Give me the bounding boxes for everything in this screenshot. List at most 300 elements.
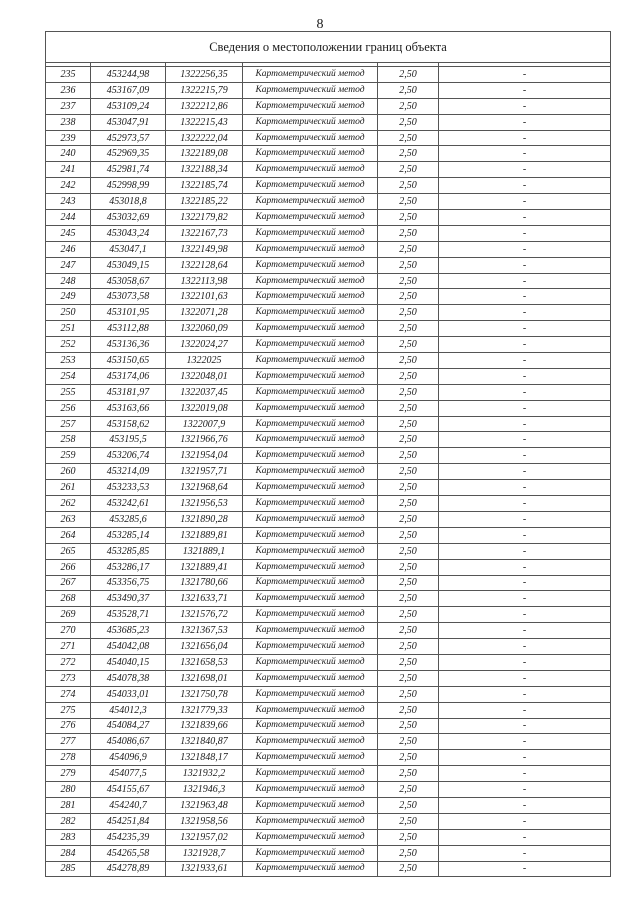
method-cell: Картометрический метод <box>243 67 378 83</box>
description-cell: - <box>439 464 611 480</box>
precision-cell: 2,50 <box>378 782 439 798</box>
precision-cell: 2,50 <box>378 575 439 591</box>
table-row <box>46 305 611 321</box>
point-number-cell: 268 <box>46 591 91 607</box>
point-number-cell: 240 <box>46 146 91 162</box>
precision-cell: 2,50 <box>378 559 439 575</box>
y-coordinate-cell: 1321928,7 <box>166 845 243 861</box>
point-number-cell: 254 <box>46 368 91 384</box>
method-cell: Картометрический метод <box>243 130 378 146</box>
description-cell: - <box>439 162 611 178</box>
precision-cell: 2,50 <box>378 734 439 750</box>
x-coordinate-cell: 454235,39 <box>91 829 166 845</box>
point-number-cell: 250 <box>46 305 91 321</box>
description-cell: - <box>439 511 611 527</box>
description-cell: - <box>439 67 611 83</box>
point-number-cell: 266 <box>46 559 91 575</box>
x-coordinate-cell: 453195,5 <box>91 432 166 448</box>
precision-cell: 2,50 <box>378 130 439 146</box>
table-row <box>46 337 611 353</box>
method-cell: Картометрический метод <box>243 162 378 178</box>
point-number-cell: 242 <box>46 178 91 194</box>
y-coordinate-cell: 1322212,86 <box>166 98 243 114</box>
description-cell: - <box>439 98 611 114</box>
method-cell: Картометрический метод <box>243 432 378 448</box>
description-cell: - <box>439 225 611 241</box>
y-coordinate-cell: 1322025 <box>166 353 243 369</box>
y-coordinate-cell: 1321933,61 <box>166 861 243 877</box>
precision-cell: 2,50 <box>378 289 439 305</box>
precision-cell: 2,50 <box>378 210 439 226</box>
method-cell: Картометрический метод <box>243 337 378 353</box>
x-coordinate-cell: 454012,3 <box>91 702 166 718</box>
precision-cell: 2,50 <box>378 464 439 480</box>
description-cell: - <box>439 448 611 464</box>
description-cell: - <box>439 337 611 353</box>
x-coordinate-cell: 453286,17 <box>91 559 166 575</box>
point-number-cell: 267 <box>46 575 91 591</box>
x-coordinate-cell: 453528,71 <box>91 607 166 623</box>
method-cell: Картометрический метод <box>243 686 378 702</box>
y-coordinate-cell: 1321840,87 <box>166 734 243 750</box>
point-number-cell: 261 <box>46 480 91 496</box>
point-number-cell: 285 <box>46 861 91 877</box>
y-coordinate-cell: 1321656,04 <box>166 639 243 655</box>
method-cell: Картометрический метод <box>243 98 378 114</box>
description-cell: - <box>439 718 611 734</box>
point-number-cell: 282 <box>46 813 91 829</box>
method-cell: Картометрический метод <box>243 400 378 416</box>
x-coordinate-cell: 453136,36 <box>91 337 166 353</box>
method-cell: Картометрический метод <box>243 670 378 686</box>
point-number-cell: 262 <box>46 496 91 512</box>
description-cell: - <box>439 829 611 845</box>
x-coordinate-cell: 454084,27 <box>91 718 166 734</box>
method-cell: Картометрический метод <box>243 194 378 210</box>
x-coordinate-cell: 453285,6 <box>91 511 166 527</box>
y-coordinate-cell: 1321954,04 <box>166 448 243 464</box>
table-row <box>46 480 611 496</box>
x-coordinate-cell: 453047,1 <box>91 241 166 257</box>
table-row <box>46 289 611 305</box>
point-number-cell: 246 <box>46 241 91 257</box>
x-coordinate-cell: 453206,74 <box>91 448 166 464</box>
precision-cell: 2,50 <box>378 496 439 512</box>
y-coordinate-cell: 1321890,28 <box>166 511 243 527</box>
method-cell: Картометрический метод <box>243 305 378 321</box>
precision-cell: 2,50 <box>378 194 439 210</box>
y-coordinate-cell: 1322007,9 <box>166 416 243 432</box>
point-number-cell: 251 <box>46 321 91 337</box>
method-cell: Картометрический метод <box>243 543 378 559</box>
table-row <box>46 257 611 273</box>
y-coordinate-cell: 1322128,64 <box>166 257 243 273</box>
precision-cell: 2,50 <box>378 623 439 639</box>
x-coordinate-cell: 453073,58 <box>91 289 166 305</box>
table-title-row <box>46 32 611 63</box>
description-cell: - <box>439 114 611 130</box>
x-coordinate-cell: 453112,88 <box>91 321 166 337</box>
point-number-cell: 270 <box>46 623 91 639</box>
point-number-cell: 284 <box>46 845 91 861</box>
description-cell: - <box>439 82 611 98</box>
y-coordinate-cell: 1321889,81 <box>166 527 243 543</box>
point-number-cell: 253 <box>46 353 91 369</box>
y-coordinate-cell: 1322215,79 <box>166 82 243 98</box>
point-number-cell: 264 <box>46 527 91 543</box>
precision-cell: 2,50 <box>378 543 439 559</box>
description-cell: - <box>439 575 611 591</box>
table-row <box>46 241 611 257</box>
x-coordinate-cell: 453685,23 <box>91 623 166 639</box>
y-coordinate-cell: 1321963,48 <box>166 797 243 813</box>
precision-cell: 2,50 <box>378 607 439 623</box>
table-row <box>46 797 611 813</box>
table-row <box>46 782 611 798</box>
x-coordinate-cell: 454240,7 <box>91 797 166 813</box>
y-coordinate-cell: 1321968,64 <box>166 480 243 496</box>
description-cell: - <box>439 368 611 384</box>
table-row <box>46 400 611 416</box>
table-row <box>46 654 611 670</box>
point-number-cell: 272 <box>46 654 91 670</box>
y-coordinate-cell: 1322188,34 <box>166 162 243 178</box>
x-coordinate-cell: 453244,98 <box>91 67 166 83</box>
table-row <box>46 559 611 575</box>
y-coordinate-cell: 1321889,41 <box>166 559 243 575</box>
method-cell: Картометрический метод <box>243 241 378 257</box>
description-cell: - <box>439 178 611 194</box>
precision-cell: 2,50 <box>378 353 439 369</box>
table-row <box>46 353 611 369</box>
table-row <box>46 575 611 591</box>
table-row <box>46 591 611 607</box>
precision-cell: 2,50 <box>378 639 439 655</box>
method-cell: Картометрический метод <box>243 416 378 432</box>
y-coordinate-cell: 1322037,45 <box>166 384 243 400</box>
description-cell: - <box>439 321 611 337</box>
x-coordinate-cell: 453047,91 <box>91 114 166 130</box>
method-cell: Картометрический метод <box>243 464 378 480</box>
precision-cell: 2,50 <box>378 432 439 448</box>
precision-cell: 2,50 <box>378 67 439 83</box>
description-cell: - <box>439 639 611 655</box>
description-cell: - <box>439 797 611 813</box>
point-number-cell: 235 <box>46 67 91 83</box>
x-coordinate-cell: 454040,15 <box>91 654 166 670</box>
y-coordinate-cell: 1322048,01 <box>166 368 243 384</box>
method-cell: Картометрический метод <box>243 289 378 305</box>
method-cell: Картометрический метод <box>243 210 378 226</box>
method-cell: Картометрический метод <box>243 448 378 464</box>
precision-cell: 2,50 <box>378 257 439 273</box>
y-coordinate-cell: 1321633,71 <box>166 591 243 607</box>
description-cell: - <box>439 782 611 798</box>
table-title: Сведения о местоположении границ объекта <box>46 32 611 63</box>
x-coordinate-cell: 452998,99 <box>91 178 166 194</box>
y-coordinate-cell: 1321932,2 <box>166 766 243 782</box>
point-number-cell: 273 <box>46 670 91 686</box>
method-cell: Картометрический метод <box>243 702 378 718</box>
table-row <box>46 448 611 464</box>
method-cell: Картометрический метод <box>243 639 378 655</box>
method-cell: Картометрический метод <box>243 480 378 496</box>
table-row <box>46 82 611 98</box>
description-cell: - <box>439 861 611 877</box>
method-cell: Картометрический метод <box>243 368 378 384</box>
table-body <box>46 67 611 877</box>
table-row <box>46 845 611 861</box>
method-cell: Картометрический метод <box>243 575 378 591</box>
precision-cell: 2,50 <box>378 162 439 178</box>
x-coordinate-cell: 453032,69 <box>91 210 166 226</box>
x-coordinate-cell: 453163,66 <box>91 400 166 416</box>
y-coordinate-cell: 1321957,02 <box>166 829 243 845</box>
point-number-cell: 258 <box>46 432 91 448</box>
point-number-cell: 277 <box>46 734 91 750</box>
precision-cell: 2,50 <box>378 114 439 130</box>
description-cell: - <box>439 702 611 718</box>
point-number-cell: 237 <box>46 98 91 114</box>
method-cell: Картометрический метод <box>243 813 378 829</box>
x-coordinate-cell: 452973,57 <box>91 130 166 146</box>
table-row <box>46 130 611 146</box>
method-cell: Картометрический метод <box>243 511 378 527</box>
table-row <box>46 162 611 178</box>
precision-cell: 2,50 <box>378 845 439 861</box>
method-cell: Картометрический метод <box>243 527 378 543</box>
x-coordinate-cell: 454096,9 <box>91 750 166 766</box>
description-cell: - <box>439 241 611 257</box>
point-number-cell: 271 <box>46 639 91 655</box>
x-coordinate-cell: 453101,95 <box>91 305 166 321</box>
y-coordinate-cell: 1321779,33 <box>166 702 243 718</box>
y-coordinate-cell: 1321780,66 <box>166 575 243 591</box>
method-cell: Картометрический метод <box>243 82 378 98</box>
x-coordinate-cell: 454086,67 <box>91 734 166 750</box>
method-cell: Картометрический метод <box>243 845 378 861</box>
precision-cell: 2,50 <box>378 448 439 464</box>
description-cell: - <box>439 273 611 289</box>
point-number-cell: 278 <box>46 750 91 766</box>
precision-cell: 2,50 <box>378 750 439 766</box>
precision-cell: 2,50 <box>378 241 439 257</box>
description-cell: - <box>439 384 611 400</box>
point-number-cell: 263 <box>46 511 91 527</box>
table-row <box>46 273 611 289</box>
description-cell: - <box>439 527 611 543</box>
method-cell: Картометрический метод <box>243 766 378 782</box>
description-cell: - <box>439 289 611 305</box>
method-cell: Картометрический метод <box>243 734 378 750</box>
x-coordinate-cell: 452969,35 <box>91 146 166 162</box>
method-cell: Картометрический метод <box>243 654 378 670</box>
precision-cell: 2,50 <box>378 400 439 416</box>
x-coordinate-cell: 453181,97 <box>91 384 166 400</box>
description-cell: - <box>439 559 611 575</box>
x-coordinate-cell: 453285,85 <box>91 543 166 559</box>
point-number-cell: 260 <box>46 464 91 480</box>
y-coordinate-cell: 1322113,98 <box>166 273 243 289</box>
table-row <box>46 686 611 702</box>
y-coordinate-cell: 1322189,08 <box>166 146 243 162</box>
x-coordinate-cell: 452981,74 <box>91 162 166 178</box>
method-cell: Картометрический метод <box>243 178 378 194</box>
table-row <box>46 543 611 559</box>
precision-cell: 2,50 <box>378 702 439 718</box>
description-cell: - <box>439 845 611 861</box>
y-coordinate-cell: 1322222,04 <box>166 130 243 146</box>
point-number-cell: 265 <box>46 543 91 559</box>
precision-cell: 2,50 <box>378 829 439 845</box>
description-cell: - <box>439 480 611 496</box>
table-row <box>46 464 611 480</box>
x-coordinate-cell: 453158,62 <box>91 416 166 432</box>
y-coordinate-cell: 1321698,01 <box>166 670 243 686</box>
description-cell: - <box>439 543 611 559</box>
point-number-cell: 279 <box>46 766 91 782</box>
method-cell: Картометрический метод <box>243 861 378 877</box>
description-cell: - <box>439 766 611 782</box>
precision-cell: 2,50 <box>378 511 439 527</box>
y-coordinate-cell: 1322167,73 <box>166 225 243 241</box>
x-coordinate-cell: 454078,38 <box>91 670 166 686</box>
description-cell: - <box>439 654 611 670</box>
point-number-cell: 236 <box>46 82 91 98</box>
y-coordinate-cell: 1321848,17 <box>166 750 243 766</box>
table-row <box>46 607 611 623</box>
x-coordinate-cell: 453242,61 <box>91 496 166 512</box>
x-coordinate-cell: 454077,5 <box>91 766 166 782</box>
y-coordinate-cell: 1321750,78 <box>166 686 243 702</box>
point-number-cell: 281 <box>46 797 91 813</box>
method-cell: Картометрический метод <box>243 750 378 766</box>
description-cell: - <box>439 416 611 432</box>
table-row <box>46 114 611 130</box>
point-number-cell: 269 <box>46 607 91 623</box>
precision-cell: 2,50 <box>378 321 439 337</box>
y-coordinate-cell: 1322179,82 <box>166 210 243 226</box>
point-number-cell: 256 <box>46 400 91 416</box>
description-cell: - <box>439 146 611 162</box>
description-cell: - <box>439 813 611 829</box>
precision-cell: 2,50 <box>378 178 439 194</box>
description-cell: - <box>439 734 611 750</box>
x-coordinate-cell: 453043,24 <box>91 225 166 241</box>
x-coordinate-cell: 454033,01 <box>91 686 166 702</box>
precision-cell: 2,50 <box>378 797 439 813</box>
description-cell: - <box>439 686 611 702</box>
description-cell: - <box>439 432 611 448</box>
method-cell: Картометрический метод <box>243 623 378 639</box>
method-cell: Картометрический метод <box>243 273 378 289</box>
table-row <box>46 225 611 241</box>
x-coordinate-cell: 454251,84 <box>91 813 166 829</box>
precision-cell: 2,50 <box>378 82 439 98</box>
x-coordinate-cell: 453174,06 <box>91 368 166 384</box>
point-number-cell: 283 <box>46 829 91 845</box>
description-cell: - <box>439 210 611 226</box>
x-coordinate-cell: 454042,08 <box>91 639 166 655</box>
y-coordinate-cell: 1321956,53 <box>166 496 243 512</box>
y-coordinate-cell: 1321658,53 <box>166 654 243 670</box>
table-row <box>46 527 611 543</box>
precision-cell: 2,50 <box>378 686 439 702</box>
table-row <box>46 496 611 512</box>
method-cell: Картометрический метод <box>243 607 378 623</box>
description-cell: - <box>439 194 611 210</box>
precision-cell: 2,50 <box>378 527 439 543</box>
table-row <box>46 750 611 766</box>
precision-cell: 2,50 <box>378 718 439 734</box>
table-row <box>46 178 611 194</box>
description-cell: - <box>439 305 611 321</box>
y-coordinate-cell: 1322101,63 <box>166 289 243 305</box>
point-number-cell: 248 <box>46 273 91 289</box>
table-row <box>46 210 611 226</box>
x-coordinate-cell: 453490,37 <box>91 591 166 607</box>
method-cell: Картометрический метод <box>243 782 378 798</box>
precision-cell: 2,50 <box>378 416 439 432</box>
table-row <box>46 67 611 83</box>
y-coordinate-cell: 1322256,35 <box>166 67 243 83</box>
x-coordinate-cell: 453058,67 <box>91 273 166 289</box>
point-number-cell: 255 <box>46 384 91 400</box>
point-number-cell: 276 <box>46 718 91 734</box>
table-row <box>46 718 611 734</box>
y-coordinate-cell: 1322185,22 <box>166 194 243 210</box>
x-coordinate-cell: 453018,8 <box>91 194 166 210</box>
method-cell: Картометрический метод <box>243 559 378 575</box>
description-cell: - <box>439 353 611 369</box>
table-row <box>46 623 611 639</box>
y-coordinate-cell: 1322215,43 <box>166 114 243 130</box>
method-cell: Картометрический метод <box>243 257 378 273</box>
method-cell: Картометрический метод <box>243 496 378 512</box>
y-coordinate-cell: 1321889,1 <box>166 543 243 559</box>
method-cell: Картометрический метод <box>243 384 378 400</box>
precision-cell: 2,50 <box>378 480 439 496</box>
y-coordinate-cell: 1322185,74 <box>166 178 243 194</box>
y-coordinate-cell: 1321958,56 <box>166 813 243 829</box>
method-cell: Картометрический метод <box>243 321 378 337</box>
y-coordinate-cell: 1321966,76 <box>166 432 243 448</box>
method-cell: Картометрический метод <box>243 114 378 130</box>
precision-cell: 2,50 <box>378 384 439 400</box>
x-coordinate-cell: 454155,67 <box>91 782 166 798</box>
table-row <box>46 368 611 384</box>
precision-cell: 2,50 <box>378 670 439 686</box>
precision-cell: 2,50 <box>378 305 439 321</box>
method-cell: Картометрический метод <box>243 353 378 369</box>
method-cell: Картометрический метод <box>243 829 378 845</box>
point-number-cell: 239 <box>46 130 91 146</box>
table-row <box>46 829 611 845</box>
table-row <box>46 432 611 448</box>
point-number-cell: 257 <box>46 416 91 432</box>
x-coordinate-cell: 454278,89 <box>91 861 166 877</box>
y-coordinate-cell: 1322024,27 <box>166 337 243 353</box>
precision-cell: 2,50 <box>378 368 439 384</box>
precision-cell: 2,50 <box>378 591 439 607</box>
x-coordinate-cell: 454265,58 <box>91 845 166 861</box>
precision-cell: 2,50 <box>378 146 439 162</box>
point-number-cell: 259 <box>46 448 91 464</box>
precision-cell: 2,50 <box>378 337 439 353</box>
x-coordinate-cell: 453233,53 <box>91 480 166 496</box>
method-cell: Картометрический метод <box>243 146 378 162</box>
table-row <box>46 146 611 162</box>
